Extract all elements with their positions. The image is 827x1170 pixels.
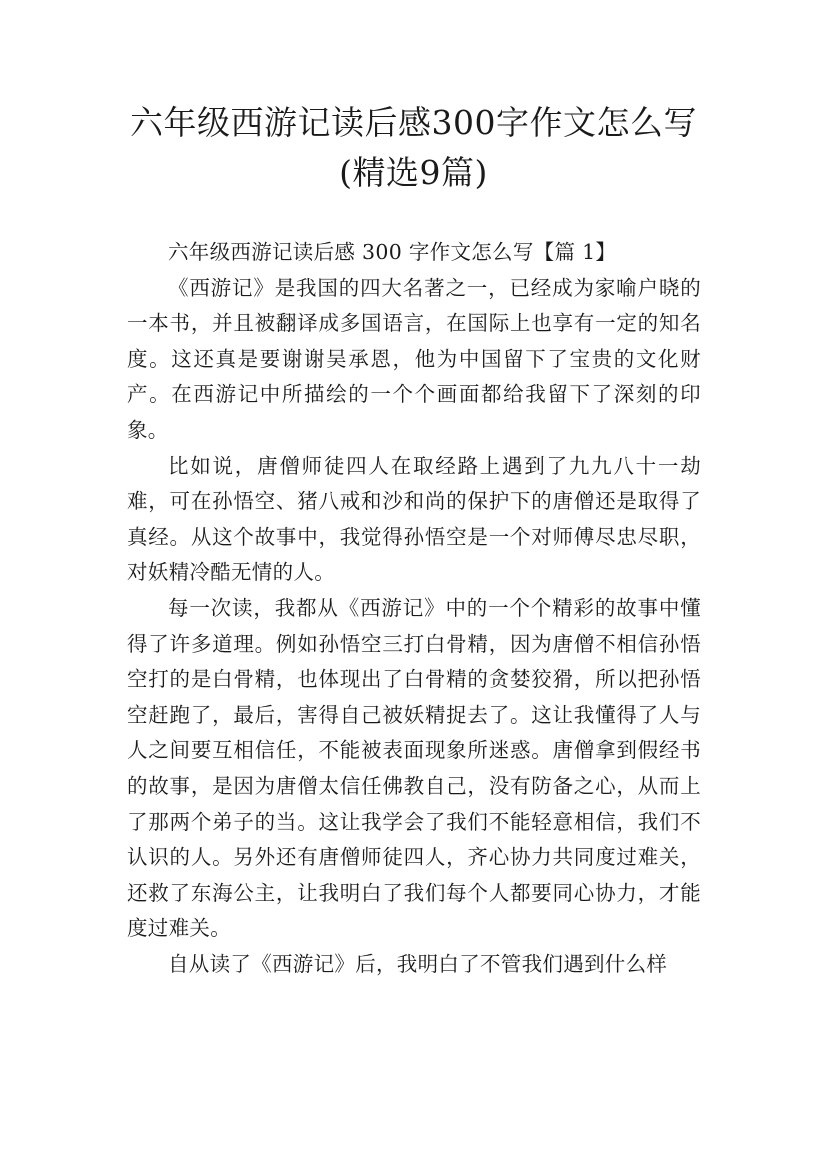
paragraph-1: 《西游记》是我国的四大名著之一，已经成为家喻户晓的一本书，并且被翻译成多国语言，在国际上也享有一定的知名度。这还真是要谢谢吴承恩，他为中国留下了宝贵的文化财产。在西游记中所描绘的一个个画面都给我留下了深刻的印象。 <box>127 275 701 442</box>
document-body <box>127 235 701 982</box>
document-title: 六年级西游记读后感300字作文怎么写(精选9篇) <box>130 103 697 192</box>
paragraph-4: 自从读了《西游记》后，我明白了不管我们遇到什么样 <box>168 951 668 976</box>
paragraph-3: 每一次读，我都从《西游记》中的一个个精彩的故事中懂得了许多道理。例如孙悟空三打白骨精，因为唐僧不相信孙悟空打的是白骨精，也体现出了白骨精的贪婪狡猾，所以把孙悟空赶跑了，最后，害得自己被妖精捉去了。这让我懂得了人与人之间要互相信任，不能被表面现象所迷惑。唐僧拿到假经书的故事，是因为唐僧太信任佛教自己，没有防备之心，从而上了那两个弟子的当。这让我学会了我们不能轻意相信，我们不认识的人。另外还有唐僧师徒四人，齐心协力共同度过难关，还救了东海公主，让我明白了我们每个人都要同心协力，才能度过难关。 <box>127 595 701 941</box>
paragraph-2: 比如说，唐僧师徒四人在取经路上遇到了九九八十一劫难，可在孙悟空、猪八戒和沙和尚的保护下的唐僧还是取得了真经。从这个故事中，我觉得孙悟空是一个对师傅尽忠尽职，对妖精冷酷无情的人。 <box>127 453 701 585</box>
section-heading: 六年级西游记读后感 300 字作文怎么写【篇 1】 <box>168 240 617 264</box>
